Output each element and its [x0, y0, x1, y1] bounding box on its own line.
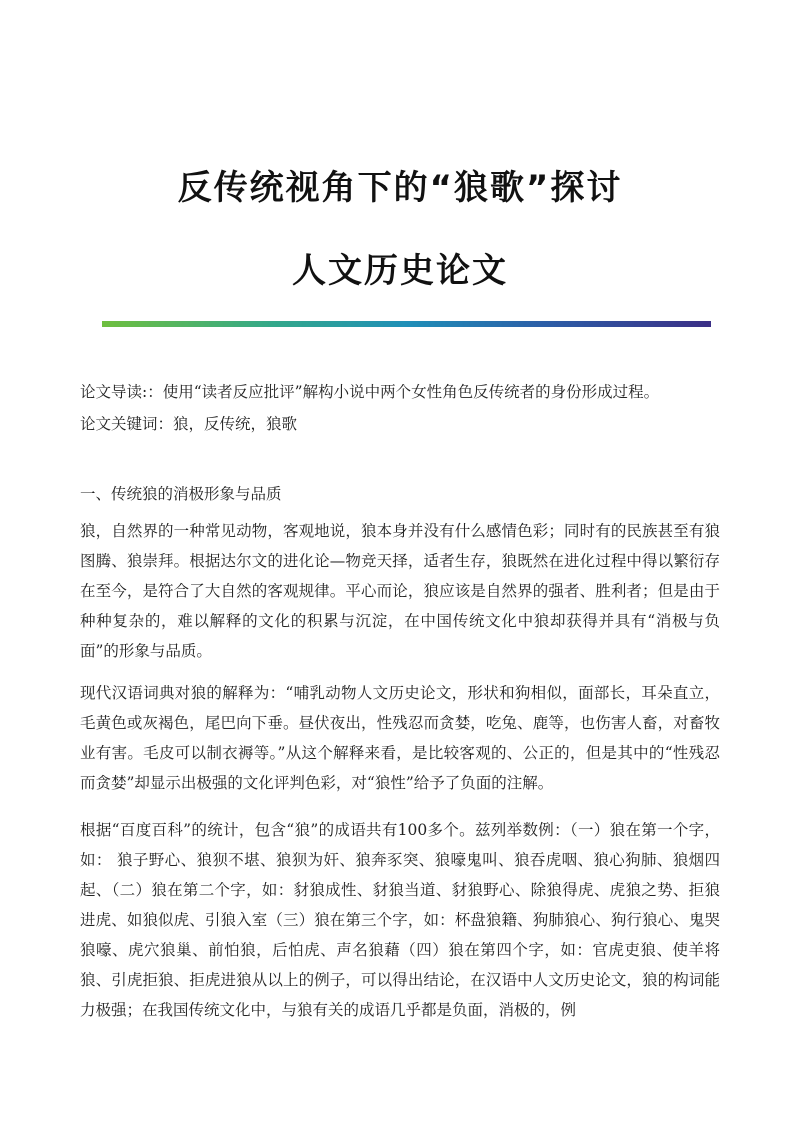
body-paragraph: 根据“百度百科”的统计，包含“狼”的成语共有100多个。兹列举数例：（一）狼在第一个字，如： 狼子野心、狼狈不堪、狼狈为奸、狼奔豕突、狼嚎鬼叫、狼吞虎咽、狼心狗肺、狼烟四起、（二）狼在第二个字，如：豺狼成性、豺狼当道、豺狼野心、除狼得虎、虎狼之势、拒狼进虎、如狼似虎、引狼入室（三）狼在第三个字，如：杯盘狼籍、狗肺狼心、狗行狼心、鬼哭狼嚎、虎穴狼巢、前怕狼，后怕虎、声名狼藉（四）狼在第四个字，如：官虎吏狼、使羊将狼、引虎拒狼、拒虎进狼从以上的例子，可以得出结论，在汉语中人文历史论文，狼的构词能力极强；在我国传统文化中，与狼有关的成语几乎都是负面，消极的，例: [80, 821, 720, 1019]
keywords-line: 论文关键词：狼，反传统，狼歌: [80, 415, 298, 433]
document-title-line2: 人文历史论文: [292, 251, 508, 291]
document-title-line1: 反传统视角下的“狼歌”探讨: [177, 168, 623, 208]
body-paragraph: 狼，自然界的一种常见动物，客观地说，狼本身并没有什么感情色彩；同时有的民族甚至有狼图腾、狼崇拜。根据达尔文的进化论—物竞天择，适者生存，狼既然在进化过程中得以繁衍存在至今，是符合了大自然的客观规律。平心而论，狼应该是自然界的强者、胜利者；但是由于种种复杂的，难以解释的文化的积累与沉淀，在中国传统文化中狼却获得并具有“消极与负面”的形象与品质。: [80, 522, 720, 660]
abstract-line: 论文导读:：使用“读者反应批评”解构小说中两个女性角色反传统者的身份形成过程。: [80, 383, 660, 401]
body-paragraph: 现代汉语词典对狼的解释为：“哺乳动物人文历史论文，形状和狗相似，面部长，耳朵直立，毛黄色或灰褐色，尾巴向下垂。昼伏夜出，性残忍而贪婪，吃兔、鹿等，也伤害人畜，对畜牧业有害。毛皮可以制衣褥等。”从这个解释来看，是比较客观的、公正的，但是其中的“性残忍而贪婪”却显示出极强的文化评判色彩，对“狼性”给予了负面的注解。: [80, 684, 720, 792]
title-divider: [102, 321, 711, 327]
section-heading: 一、传统狼的消极形象与品质: [80, 485, 282, 503]
